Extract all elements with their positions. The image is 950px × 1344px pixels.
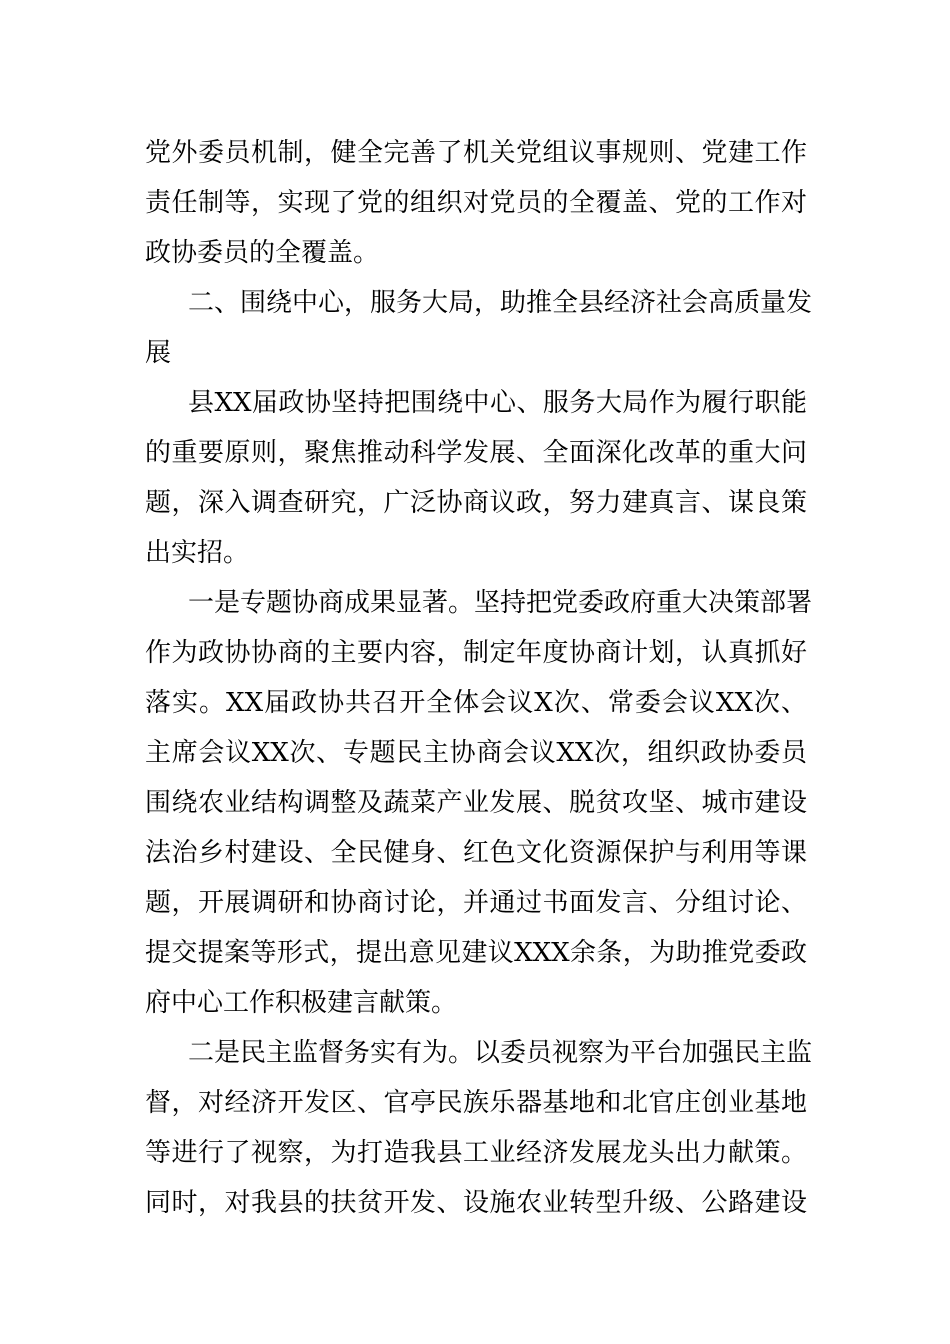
text-line: 政协委员的全覆盖。 [145,238,380,268]
text-line: 题，深入调查研究，广泛协商议政，努力建真言、谋良策 [145,488,807,518]
text-line: 主席会议XX次、专题民主协商会议XX次，组织政协委员 [145,738,807,768]
text-line: 责任制等，实现了党的组织对党员的全覆盖、党的工作对 [145,188,807,218]
text-line: 落实。XX届政协共召开全体会议X次、常委会议XX次、 [145,688,807,718]
section-heading-continued: 展 [145,338,172,368]
text-line: 党外委员机制，健全完善了机关党组议事规则、党建工作 [145,138,807,168]
text-line: 作为政协协商的主要内容，制定年度协商计划，认真抓好 [145,638,807,668]
text-line: 督，对经济开发区、官亭民族乐器基地和北官庄创业基地 [145,1088,807,1118]
text-line: 县XX届政协坚持把围绕中心、服务大局作为履行职能 [188,388,807,418]
text-line: 同时，对我县的扶贫开发、设施农业转型升级、公路建设 [145,1188,807,1218]
text-line: 题，开展调研和协商讨论，并通过书面发言、分组讨论、 [145,888,807,918]
text-line: 提交提案等形式，提出意见建议XXX余条，为助推党委政 [145,938,807,968]
text-line: 一是专题协商成果显著。坚持把党委政府重大决策部署 [188,588,813,618]
text-line: 二是民主监督务实有为。以委员视察为平台加强民主监 [188,1038,813,1068]
text-line: 围绕农业结构调整及蔬菜产业发展、脱贫攻坚、城市建设 [145,788,807,818]
text-line: 法治乡村建设、全民健身、红色文化资源保护与利用等课 [145,838,807,868]
text-line: 府中心工作积极建言献策。 [145,988,458,1018]
section-heading: 二、围绕中心，服务大局，助推全县经济社会高质量发 [188,288,813,318]
text-line: 的重要原则，聚焦推动科学发展、全面深化改革的重大问 [145,438,807,468]
text-line: 出实招。 [145,538,250,568]
text-line: 等进行了视察，为打造我县工业经济发展龙头出力献策。 [145,1138,807,1168]
